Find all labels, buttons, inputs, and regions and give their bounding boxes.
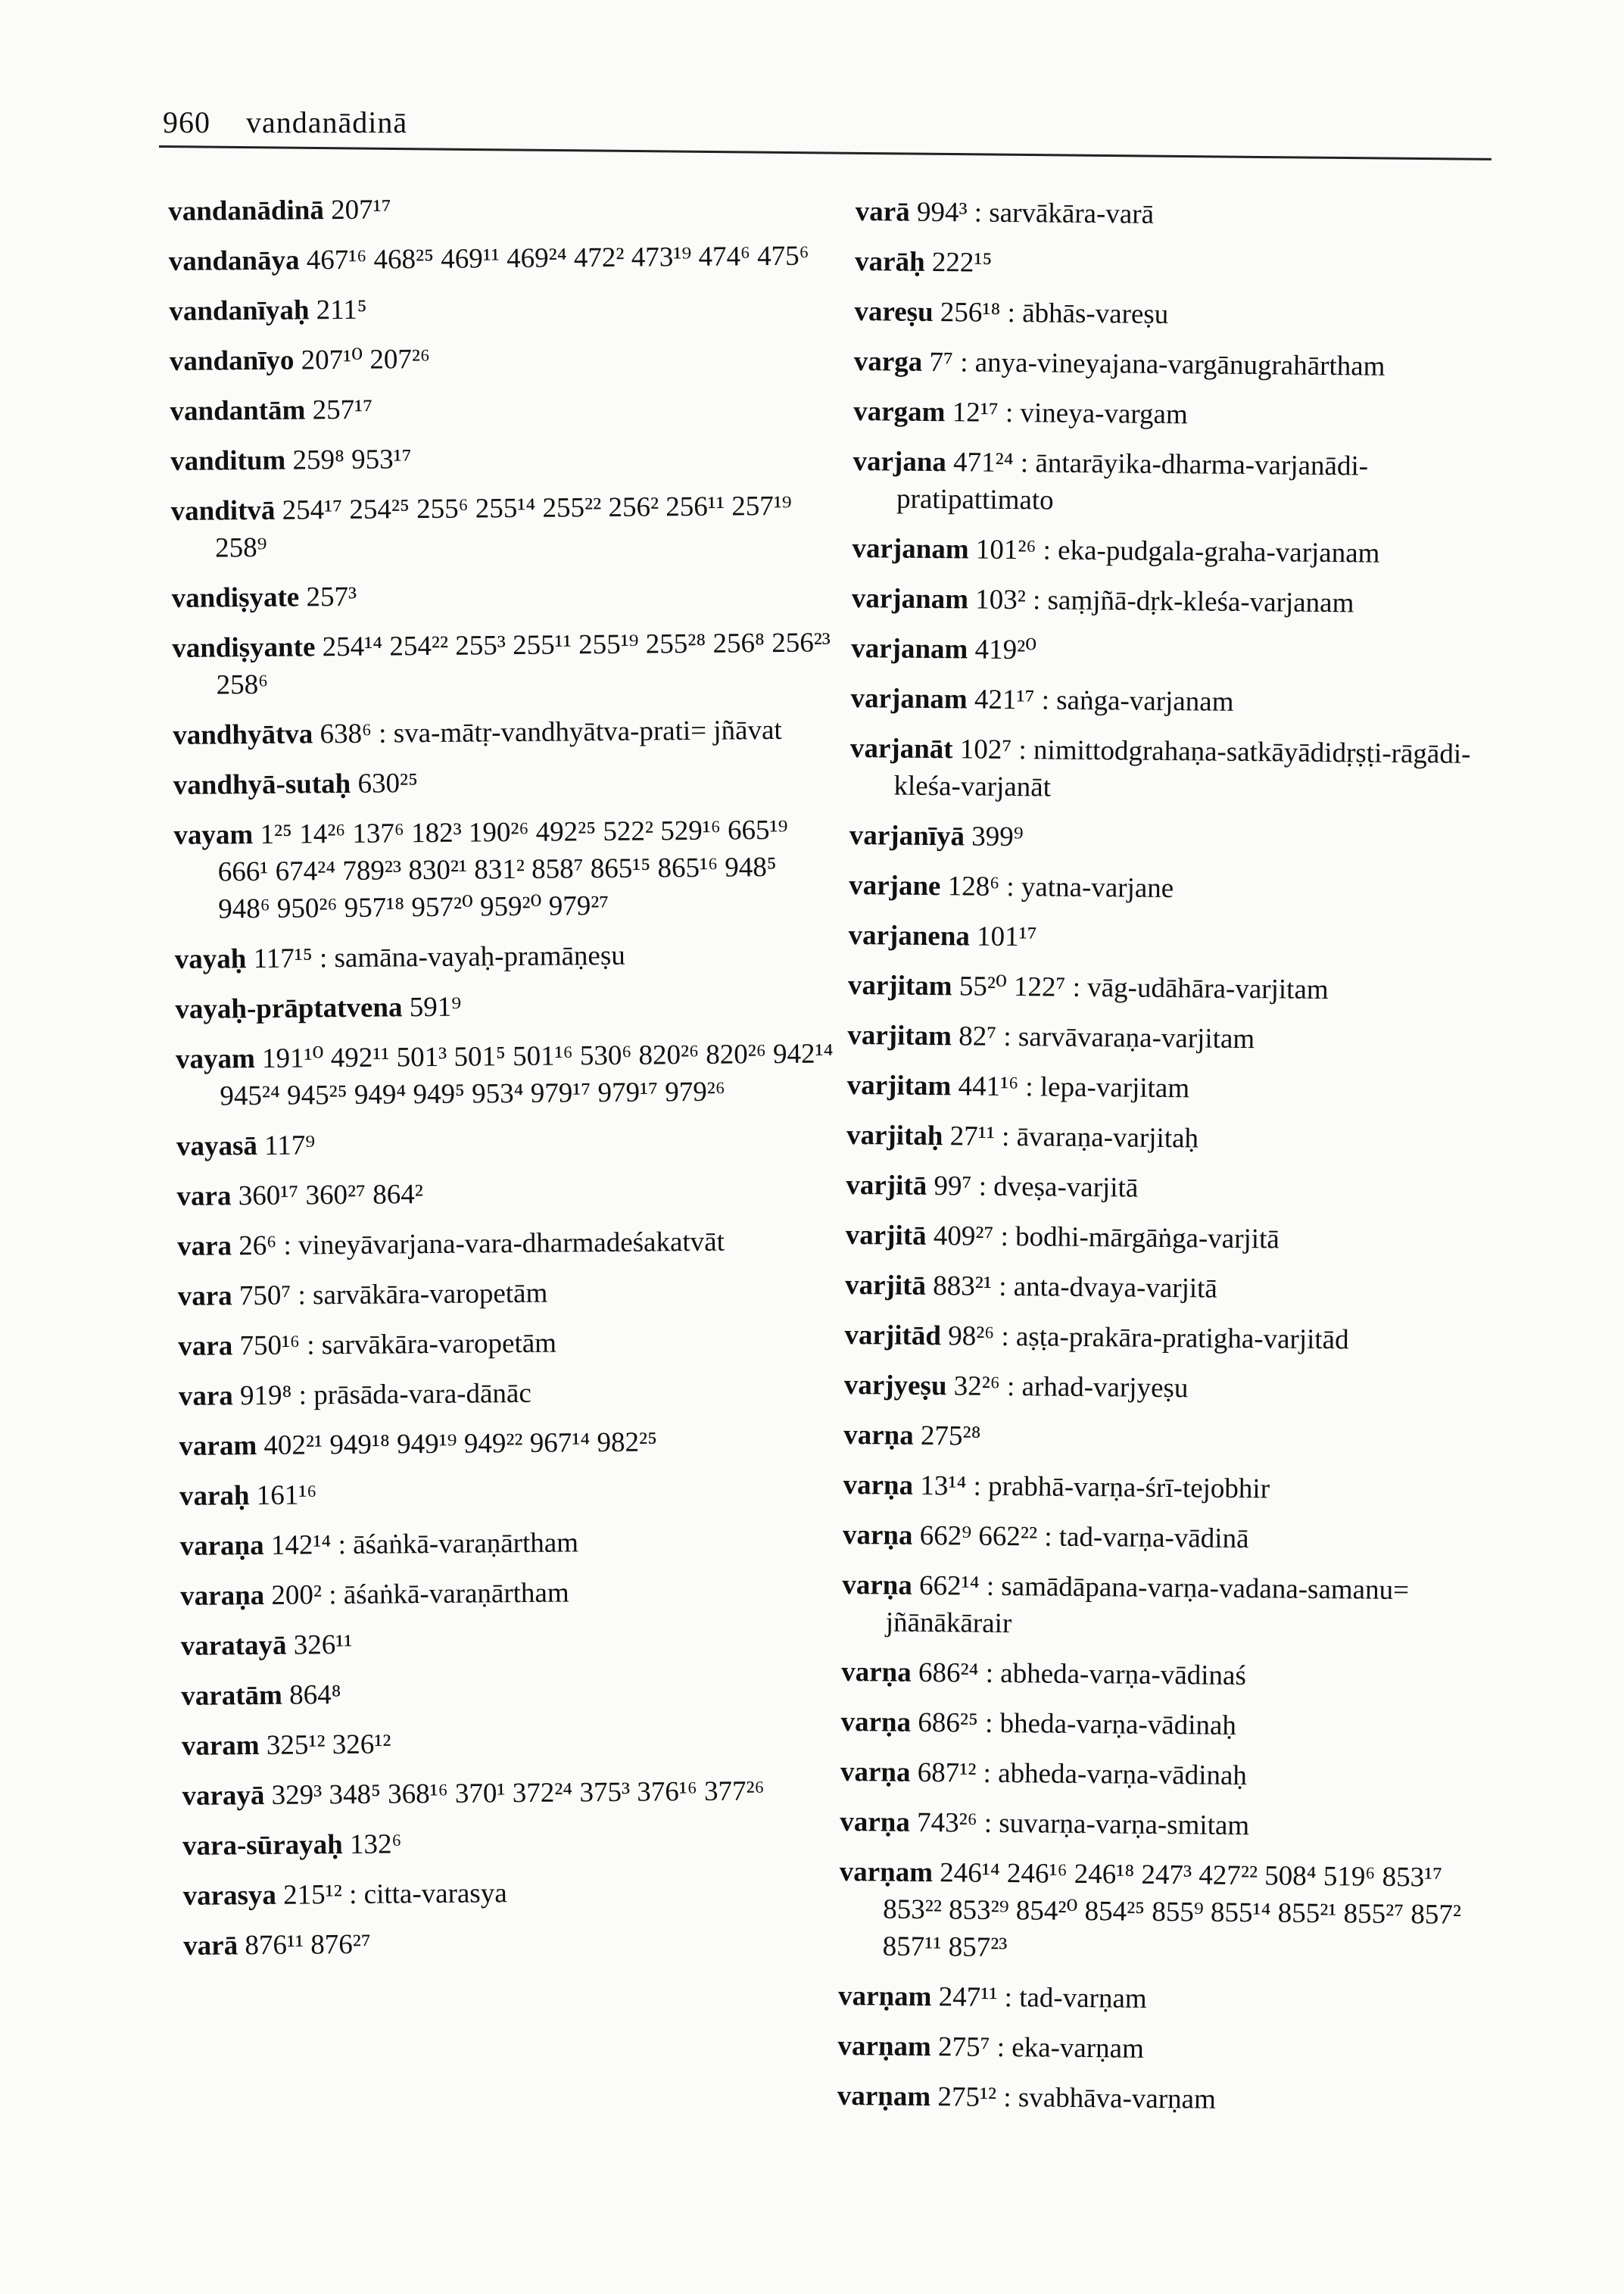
entry-references: 402²¹ 949¹⁸ 949¹⁹ 949²² 967¹⁴ 982²⁵ <box>263 1426 658 1461</box>
entry-references: 325¹² 326¹² <box>266 1728 391 1761</box>
entry-headword: varayā <box>182 1779 265 1812</box>
index-entry <box>852 530 1503 573</box>
entry-references: 441¹⁶ <box>958 1071 1019 1103</box>
entry-headword: varṇa <box>840 1706 912 1738</box>
entry-references: 207¹⁷ <box>330 194 391 226</box>
entry-headword: vandhyātva <box>173 718 313 751</box>
entry-references: 132⁶ <box>349 1828 402 1860</box>
entry-headword: vandantām <box>170 394 306 427</box>
index-entry <box>170 437 829 480</box>
index-entry <box>843 1466 1494 1510</box>
entry-headword: varasya <box>182 1879 277 1912</box>
entry-gloss: : saṃjñā-dṛk-kleśa-varjanam <box>1032 584 1354 619</box>
entry-references: 421¹⁷ <box>974 684 1035 716</box>
entry-headword: varjanam <box>850 682 968 715</box>
page-header <box>163 104 407 140</box>
entry-references: 222¹⁵ <box>931 246 993 279</box>
entry-references: 259⁸ 953¹⁷ <box>292 444 412 476</box>
entry-headword: vayaḥ-prāptatvena <box>175 992 403 1025</box>
index-entry <box>843 1417 1495 1460</box>
entry-gloss: : aṣṭa-prakāra-pratigha-varjitād <box>1001 1320 1349 1356</box>
entry-headword: varjitam <box>847 969 952 1002</box>
index-entry <box>178 1322 837 1365</box>
entry-headword: varṇa <box>840 1756 911 1788</box>
entry-gloss: : yatna-varjane <box>1006 871 1174 905</box>
entry-references: 117¹⁵ <box>253 943 313 975</box>
entry-references: 254¹⁷ 254²⁵ 255⁶ 255¹⁴ 255²² 256² 256¹¹ 257¹⁹ 258⁹ <box>214 490 792 564</box>
entry-headword: varam <box>179 1430 257 1462</box>
entry-headword: varjanena <box>848 919 971 952</box>
index-entry <box>175 935 834 978</box>
index-column-left <box>168 187 843 1978</box>
entry-gloss: : dveṣa-varjitā <box>978 1170 1139 1204</box>
index-entry <box>842 1566 1494 1647</box>
index-entry <box>849 867 1500 910</box>
entry-gloss: : eka-varṇam <box>996 2031 1145 2065</box>
entry-references: 117⁹ <box>263 1130 316 1161</box>
entry-references: 275⁷ <box>937 2031 990 2063</box>
index-entry <box>850 680 1501 723</box>
entry-references: 876¹¹ 876²⁷ <box>245 1928 372 1962</box>
entry-gloss: : sva-mātṛ-vandhyātva-prati= jñāvat <box>379 714 782 750</box>
entry-headword: varjitam <box>847 1019 952 1052</box>
entry-headword: varāḥ <box>854 245 925 278</box>
entry-references: 257¹⁷ <box>312 394 373 426</box>
entry-references: 27¹¹ <box>949 1121 996 1152</box>
running-head: vandanādinā <box>246 105 408 139</box>
index-entry <box>177 1222 836 1265</box>
entry-references: 275²⁸ <box>920 1420 981 1452</box>
entry-headword: vara <box>176 1230 232 1262</box>
index-entry <box>181 1622 840 1665</box>
header-rule <box>159 145 1492 161</box>
entry-headword: vareṣu <box>854 295 934 328</box>
entry-headword: vara-sūrayaḥ <box>182 1829 343 1862</box>
entry-references: 662¹⁴ <box>918 1569 980 1602</box>
entry-gloss: : anya-vineyajana-vargānugrahārtham <box>960 347 1386 382</box>
index-entry <box>846 1217 1497 1260</box>
entry-references: 101²⁶ <box>975 534 1036 566</box>
index-entry <box>849 730 1501 810</box>
entry-headword: vandanāya <box>168 245 300 277</box>
entry-headword: varjanīyā <box>849 819 965 852</box>
entry-references: 329³ 348⁵ 368¹⁶ 370¹ 372²⁴ 375³ 376¹⁶ 377²⁶ <box>271 1775 765 1811</box>
entry-references: 687¹² <box>917 1756 977 1789</box>
index-entry <box>841 1653 1492 1697</box>
entry-references: 360¹⁷ 360²⁷ 864² <box>238 1179 423 1212</box>
index-entry <box>854 343 1505 386</box>
entry-references: 26⁶ <box>238 1230 277 1262</box>
index-entry <box>172 624 831 704</box>
entry-gloss: : bodhi-mārgāṅga-varjitā <box>1000 1220 1280 1255</box>
index-entry <box>176 1172 835 1215</box>
entry-gloss: : bheda-varṇa-vādinaḥ <box>984 1707 1237 1741</box>
entry-headword: vandanīyo <box>169 344 295 377</box>
entry-references: 1²⁵ 14²⁶ 137⁶ 182³ 190²⁶ 492²⁵ 522² 529¹⁶ 665¹⁹ 666¹ 674²⁴ 789²³ 830²¹ 831² 858⁷ 865¹⁵ 865¹⁶ 948⁵ 948⁶ 950²⁶ 957¹⁸ 957²⁰ 959²⁰ 979²⁷ <box>217 814 788 925</box>
page-number: 960 <box>163 105 210 139</box>
entry-references: 750¹⁶ <box>239 1329 301 1362</box>
index-entry <box>838 1978 1489 2021</box>
index-entry <box>840 1753 1492 1797</box>
entry-references: 686²⁴ <box>918 1657 979 1689</box>
index-entry <box>847 1017 1498 1060</box>
entry-references: 254¹⁴ 254²² 255³ 255¹¹ 255¹⁹ 255²⁸ 256⁸ 256²³ 258⁶ <box>216 627 831 701</box>
entry-headword: varṇa <box>841 1656 912 1688</box>
index-entry <box>181 1672 840 1715</box>
entry-gloss: : ābhās-vareṣu <box>1007 297 1169 330</box>
entry-references: 591⁹ <box>409 991 462 1024</box>
entry-gloss: : prabhā-varṇa-śrī-tejobhir <box>973 1470 1270 1505</box>
index-entry <box>849 817 1501 860</box>
index-entry <box>840 1803 1491 1847</box>
entry-references: 883²¹ <box>933 1270 993 1302</box>
entry-references: 98²⁶ <box>948 1320 995 1352</box>
entry-references: 409²⁷ <box>933 1220 994 1252</box>
entry-references: 101¹⁷ <box>976 921 1037 953</box>
entry-headword: varṇam <box>839 1856 934 1889</box>
entry-gloss: : svabhāva-varṇam <box>1003 2081 1217 2115</box>
entry-headword: varṇa <box>843 1419 914 1451</box>
entry-headword: vargam <box>853 395 946 429</box>
entry-headword: varjitam <box>846 1069 952 1102</box>
index-entry <box>179 1372 837 1415</box>
index-entry <box>845 1267 1496 1310</box>
entry-headword: varjitā <box>846 1169 927 1202</box>
entry-headword: varjitād <box>844 1319 942 1352</box>
entry-headword: vanditvā <box>170 494 276 527</box>
entry-references: 142¹⁴ <box>270 1529 332 1561</box>
entry-references: 102⁷ <box>959 734 1012 766</box>
entry-gloss: : sarvākāra-varopetām <box>307 1327 557 1361</box>
index-entry <box>178 1272 837 1315</box>
entry-headword: varjanam <box>851 632 968 665</box>
entry-references: 326¹¹ <box>293 1629 353 1661</box>
index-entry <box>171 574 830 617</box>
entry-gloss: : nimittodgrahaṇa-satkāyādidṛṣṭi-rāgādi-kleśa-varjanāt <box>893 734 1471 803</box>
entry-headword: vara <box>177 1280 232 1312</box>
index-entry <box>173 711 831 754</box>
entry-gloss: : abheda-varṇa-vādinaś <box>985 1657 1247 1692</box>
entry-headword: varjanam <box>851 582 969 616</box>
index-entry <box>844 1367 1495 1410</box>
index-entry <box>176 1035 835 1115</box>
entry-gloss: : āśaṅkā-varaṇārtham <box>338 1527 579 1561</box>
entry-references: 207¹⁰ 207²⁶ <box>301 343 431 376</box>
index-entry <box>169 237 828 280</box>
entry-references: 750⁷ <box>238 1279 291 1312</box>
index-entry <box>170 337 828 380</box>
entry-headword: varjanāt <box>849 732 953 765</box>
entry-references: 103² <box>975 584 1027 616</box>
entry-headword: varga <box>853 345 923 378</box>
entry-gloss: : tad-varṇam <box>1004 1981 1147 2015</box>
entry-references: 191¹⁰ 492¹¹ 501³ 501⁵ 501¹⁶ 530⁶ 820²⁶ 820²⁶ 942¹⁴ 945²⁴ 945²⁵ 949⁴ 949⁵ 953⁴ 979¹⁷ 979¹⁷ 979²⁶ <box>220 1038 834 1112</box>
entry-references: 257³ <box>306 581 357 613</box>
entry-headword: varam <box>181 1730 260 1762</box>
entry-references: 200² <box>271 1579 323 1611</box>
index-entry <box>854 293 1505 336</box>
entry-gloss: : samāna-vayaḥ-pramāṇeṣu <box>319 940 625 974</box>
entry-references: 12¹⁷ <box>952 397 999 429</box>
entry-references: 7⁷ <box>929 346 954 379</box>
entry-references: 864⁸ <box>288 1679 341 1711</box>
entry-references: 630²⁵ <box>357 768 419 799</box>
index-entry <box>840 1703 1492 1747</box>
entry-headword: vayasā <box>176 1130 258 1162</box>
entry-headword: varaṇa <box>179 1529 264 1562</box>
entry-gloss: : samādāpana-varṇa-vadana-samanu= jñānākārair <box>885 1570 1410 1640</box>
entry-headword: vandiṣyante <box>172 631 316 664</box>
entry-references: 399⁹ <box>971 821 1024 853</box>
index-entry <box>846 1067 1498 1110</box>
entry-gloss: : lepa-varjitam <box>1025 1071 1190 1105</box>
index-entry <box>173 811 833 928</box>
entry-gloss: : saṅga-varjanam <box>1041 684 1234 718</box>
index-entry <box>843 1516 1494 1560</box>
entry-references: 55²⁰ 122⁷ <box>959 971 1066 1003</box>
entry-gloss: : tad-varṇa-vādinā <box>1044 1521 1249 1555</box>
entry-headword: varaṇa <box>179 1579 265 1612</box>
index-entry <box>173 761 832 804</box>
entry-gloss: : āntarāyika-dharma-varjanādi-pratipattimato <box>896 447 1369 516</box>
index-entry <box>182 1722 840 1765</box>
entry-gloss: : abheda-varṇa-vādinaḥ <box>983 1757 1248 1792</box>
entry-references: 215¹² <box>283 1879 343 1911</box>
entry-references: 919⁸ <box>239 1379 292 1412</box>
index-entry <box>846 1167 1497 1210</box>
entry-references: 467¹⁶ 468²⁵ 469¹¹ 469²⁴ 472² 473¹⁹ 474⁶ 475⁶ <box>306 240 809 276</box>
entry-headword: varaḥ <box>179 1480 250 1512</box>
entry-headword: varatām <box>181 1679 283 1712</box>
index-entry <box>848 967 1499 1010</box>
entry-headword: varṇam <box>837 2030 932 2063</box>
index-entry <box>170 487 830 567</box>
index-entry <box>837 2077 1488 2121</box>
entry-references: 211⁵ <box>316 294 367 326</box>
entry-headword: varṇam <box>837 2080 931 2113</box>
entry-gloss: : sarvāvaraṇa-varjitam <box>1003 1021 1255 1055</box>
entry-headword: vara <box>178 1330 233 1362</box>
entry-headword: vandhyā-sutaḥ <box>173 768 351 801</box>
entry-gloss: : citta-varasya <box>348 1878 507 1910</box>
entry-gloss: : arhad-varjyeṣu <box>1006 1370 1189 1404</box>
entry-headword: vayam <box>173 819 254 851</box>
entry-references: 994³ <box>916 196 968 229</box>
index-entry <box>852 580 1503 623</box>
entry-headword: vandiṣyate <box>171 581 300 614</box>
entry-references: 13¹⁴ <box>920 1470 967 1502</box>
index-entry <box>837 2028 1488 2071</box>
index-entry <box>182 1872 841 1915</box>
entry-references: 256¹⁸ <box>940 297 1001 329</box>
entry-headword: varjitā <box>845 1219 927 1251</box>
entry-headword: varṇa <box>843 1469 914 1501</box>
entry-references: 82⁷ <box>959 1021 997 1052</box>
entry-references: 638⁶ <box>320 718 372 750</box>
entry-gloss: : sarvākāra-varopetām <box>298 1277 548 1311</box>
index-entry <box>179 1422 837 1465</box>
entry-references: 419²⁰ <box>974 634 1037 666</box>
index-entry <box>856 193 1507 236</box>
entry-gloss: : prāsāda-vara-dānāc <box>298 1377 531 1411</box>
entry-references: 246¹⁴ 246¹⁶ 246¹⁸ 247³ 427²² 508⁴ 519⁶ 853¹⁷ 853²² 853²⁹ 854²⁰ 854²⁵ 855⁹ 855¹⁴ 855²¹ 855²⁷ 857² 857¹¹ 857²³ <box>882 1857 1462 1964</box>
entry-references: 32²⁶ <box>953 1370 1000 1402</box>
entry-gloss: : vāg-udāhāra-varjitam <box>1072 971 1329 1006</box>
entry-headword: varṇa <box>842 1569 913 1601</box>
entry-headword: varjanam <box>852 532 969 566</box>
index-entry <box>853 393 1504 436</box>
index-entry <box>182 1772 840 1815</box>
entry-headword: vara <box>176 1180 232 1212</box>
index-entry <box>169 287 828 330</box>
entry-headword: varjitaḥ <box>846 1119 943 1152</box>
index-entry <box>853 443 1504 523</box>
entry-headword: vandanādinā <box>168 195 325 227</box>
entry-references: 275¹² <box>937 2081 997 2113</box>
entry-headword: vara <box>178 1380 233 1412</box>
index-entry <box>179 1522 838 1565</box>
entry-references: 686²⁵ <box>918 1706 979 1739</box>
entry-headword: varjitā <box>844 1269 927 1301</box>
index-entry <box>168 187 827 230</box>
index-entry <box>846 1117 1498 1160</box>
index-entry <box>848 917 1499 960</box>
entry-headword: varatayā <box>180 1629 287 1662</box>
entry-headword: varṇa <box>840 1806 911 1838</box>
index-entry <box>851 630 1502 673</box>
entry-headword: vayam <box>175 1043 255 1075</box>
entry-headword: varṇa <box>842 1519 913 1551</box>
entry-headword: varjyeṣu <box>843 1369 947 1402</box>
entry-gloss: : suvarṇa-varṇa-smitam <box>983 1807 1250 1842</box>
entry-references: 128⁶ <box>947 871 1000 902</box>
entry-references: 247¹¹ <box>938 1981 998 2013</box>
entry-gloss: : anta-dvaya-varjitā <box>998 1270 1218 1304</box>
entry-gloss: : eka-pudgala-graha-varjanam <box>1043 535 1380 569</box>
entry-gloss: : vineyāvarjana-vara-dharmadeśakatvāt <box>283 1226 725 1261</box>
entry-references: 471²⁴ <box>952 447 1014 479</box>
entry-headword: varṇam <box>837 1980 932 2013</box>
index-entry <box>183 1922 842 1965</box>
index-entry <box>844 1317 1495 1360</box>
index-entry <box>170 387 828 430</box>
entry-headword: vanditum <box>170 444 286 477</box>
index-entry <box>176 1122 835 1165</box>
entry-headword: varā <box>183 1930 238 1962</box>
entry-headword: vandanīyaḥ <box>169 295 310 327</box>
entry-gloss: : āśaṅkā-varaṇārtham <box>329 1577 569 1611</box>
entry-references: 99⁷ <box>934 1170 972 1202</box>
index-entry <box>839 1853 1491 1971</box>
entry-references: 743²⁶ <box>916 1806 977 1839</box>
entry-headword: varjana <box>853 445 947 478</box>
entry-headword: varjane <box>849 869 941 902</box>
index-entry <box>180 1572 839 1615</box>
entry-gloss: : vineya-vargam <box>1005 397 1188 431</box>
entry-headword: vayaḥ <box>174 943 247 975</box>
entry-gloss: : sarvākāra-varā <box>974 197 1155 230</box>
index-entry <box>182 1822 841 1865</box>
entry-headword: varā <box>855 195 910 228</box>
index-entry <box>855 243 1506 286</box>
index-column-right <box>837 193 1506 2133</box>
entry-gloss: : āvaraṇa-varjitaḥ <box>1001 1121 1199 1155</box>
index-entry <box>179 1472 838 1515</box>
entry-references: 662⁹ 662²² <box>919 1519 1038 1553</box>
index-entry <box>175 985 834 1028</box>
entry-references: 161¹⁶ <box>256 1479 317 1512</box>
